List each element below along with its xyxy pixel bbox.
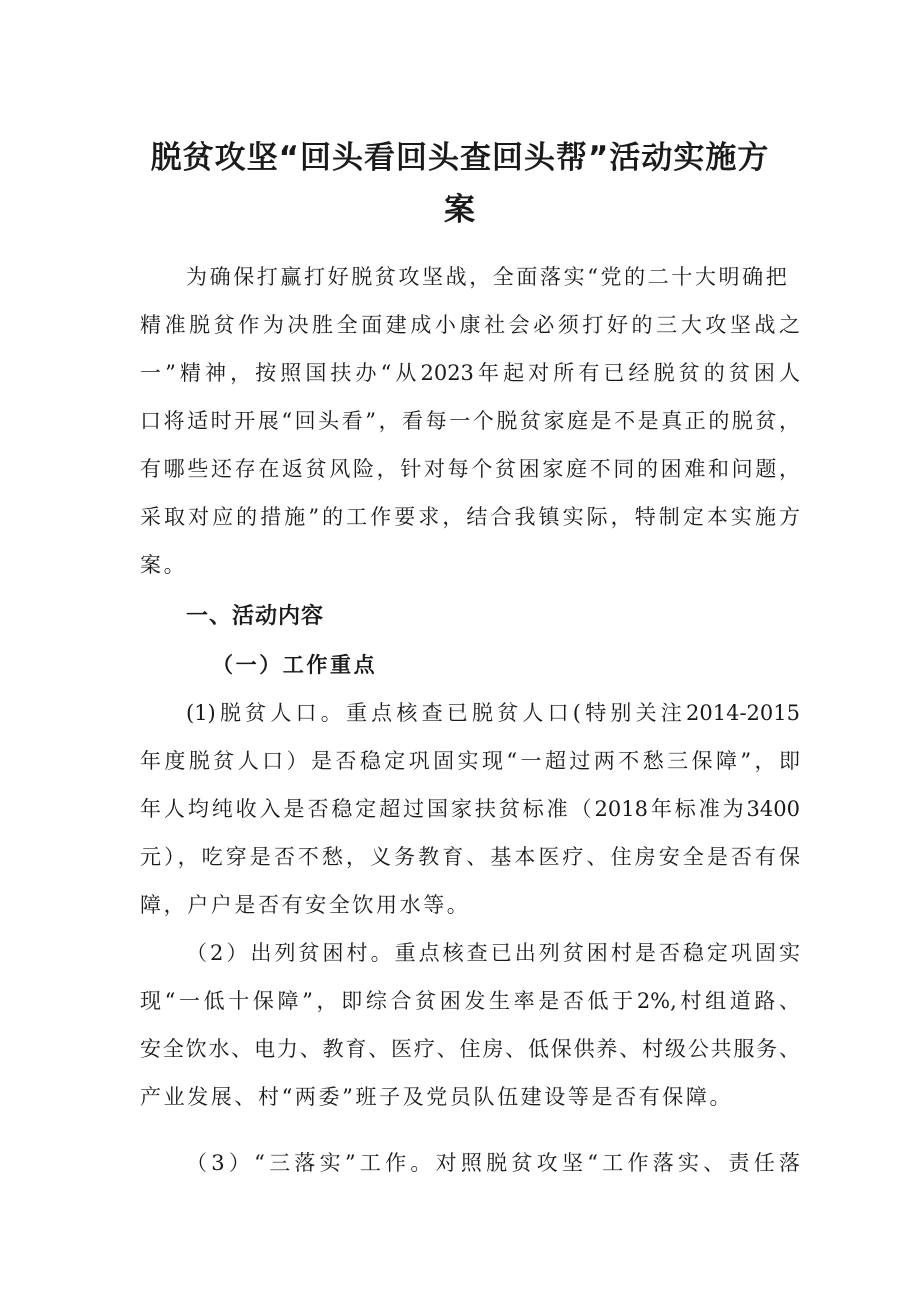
intro-line-2: 精准脱贫作为决胜全面建成小康社会必须打好的三大攻坚战之 — [140, 313, 800, 337]
item1-line-5: 障，户户是否有安全饮用水等。 — [140, 893, 471, 917]
intro-line-3: 一”精神，按照国扶办“从2023年起对所有已经脱贫的贫困人 — [140, 361, 800, 385]
item1-line-4: 元），吃穿是否不愁，义务教育、基本医疗、住房安全是否有保 — [140, 845, 800, 869]
item2-line-4: 产业发展、村“两委”班子及党员队伍建设等是否有保障。 — [140, 1085, 734, 1109]
intro-line-6: 采取对应的措施”的工作要求，结合我镇实际，特制定本实施方 — [140, 505, 800, 529]
item2-line-3: 安全饮水、电力、教育、医疗、住房、低保供养、村级公共服务、 — [140, 1037, 800, 1061]
item1-line-3: 年人均纯收入是否稳定超过国家扶贫标准（2018年标准为3400 — [140, 797, 800, 821]
intro-line-1: 为确保打赢打好脱贫攻坚战，全面落实“党的二十大明确把 — [186, 265, 790, 289]
intro-line-5: 有哪些还存在返贫风险，针对每个贫困家庭不同的困难和问题， — [140, 457, 800, 481]
item2-line-1: （2）出列贫困村。重点核查已出列贫困村是否稳定巩固实 — [186, 941, 800, 965]
item1-line-2: 年度脱贫人口）是否稳定巩固实现“一超过两不愁三保障”，即 — [140, 749, 800, 773]
section-heading-activity-content: 一、活动内容 — [186, 604, 325, 629]
intro-line-7: 案。 — [140, 553, 188, 577]
item3-line-1: （3）“三落实”工作。对照脱贫攻坚“工作落实、责任落 — [186, 1151, 800, 1175]
item1-line-1: (1)脱贫人口。重点核查已脱贫人口(特别关注2014-2015 — [186, 701, 800, 725]
document-title-line-1: 脱贫攻坚“回头看回头查回头帮”活动实施方 — [150, 140, 770, 176]
document-title-line-2: 案 — [444, 192, 476, 228]
subsection-heading-work-focus: （一）工作重点 — [212, 652, 378, 677]
intro-line-4: 口将适时开展“回头看”，看每一个脱贫家庭是不是真正的脱贫， — [140, 409, 800, 433]
item2-line-2: 现“一低十保障”，即综合贫困发生率是否低于2%,村组道路、 — [140, 989, 800, 1013]
